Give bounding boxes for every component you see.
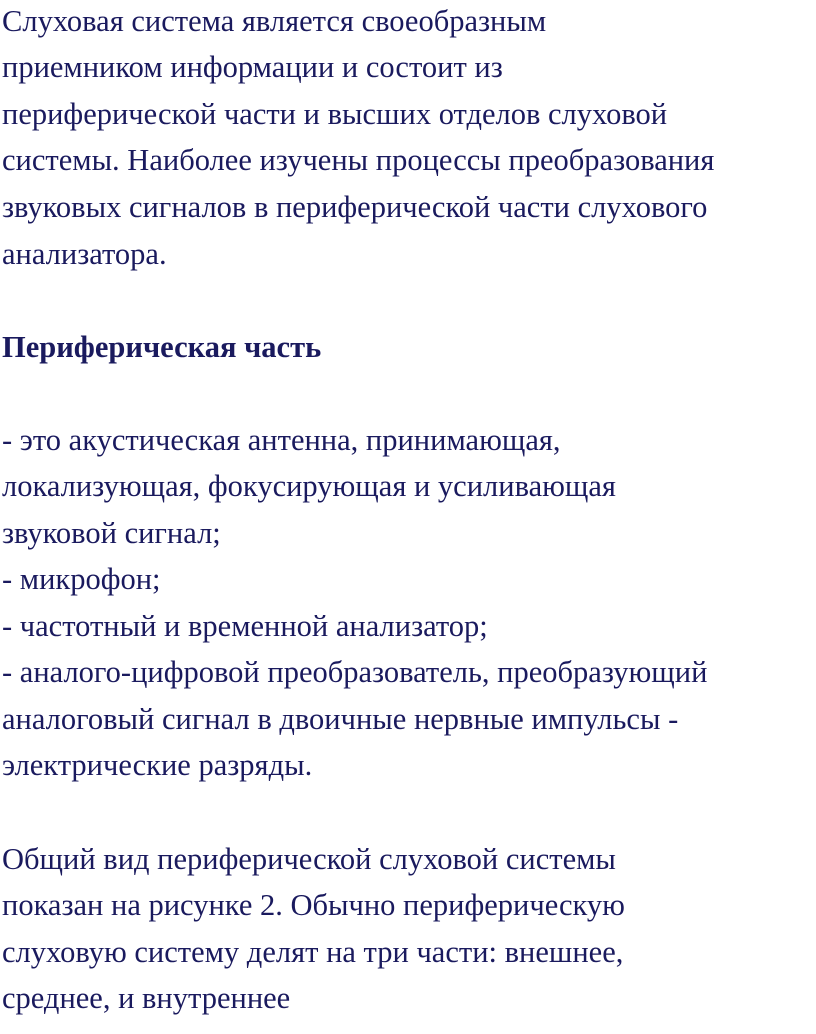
list-item: - это акустическая антенна, принимающая, — [2, 423, 561, 457]
section-heading: Периферическая часть — [2, 330, 322, 364]
list-item: аналоговый сигнал в двоичные нервные импульсы - — [2, 702, 679, 736]
list-item: электрические разряды. — [2, 748, 313, 782]
text-line: периферической части и высших отделов слуховой — [2, 97, 668, 131]
list-item: локализующая, фокусирующая и усиливающая — [2, 469, 616, 503]
text-line: системы. Наиболее изучены процессы преобразования — [2, 143, 715, 177]
list-item: звуковой сигнал; — [2, 516, 221, 550]
text-line: приемником информации и состоит из — [2, 50, 503, 84]
text-line: показан на рисунке 2. Обычно периферическую — [2, 888, 625, 922]
text-line: слуховую систему делят на три части: внешнее, — [2, 935, 624, 969]
list-item: - частотный и временной анализатор; — [2, 609, 488, 643]
list-item: - микрофон; — [2, 562, 161, 596]
text-line: Слуховая система является своеобразным — [2, 4, 547, 38]
text-line: звуковых сигналов в периферической части слухового — [2, 190, 708, 224]
text-line: анализатора. — [2, 237, 167, 271]
text-line: Общий вид периферической слуховой системы — [2, 842, 616, 876]
text-line: среднее, и внутреннее — [2, 981, 291, 1015]
list-item: - аналого-цифровой преобразователь, преобразующий — [2, 655, 708, 689]
